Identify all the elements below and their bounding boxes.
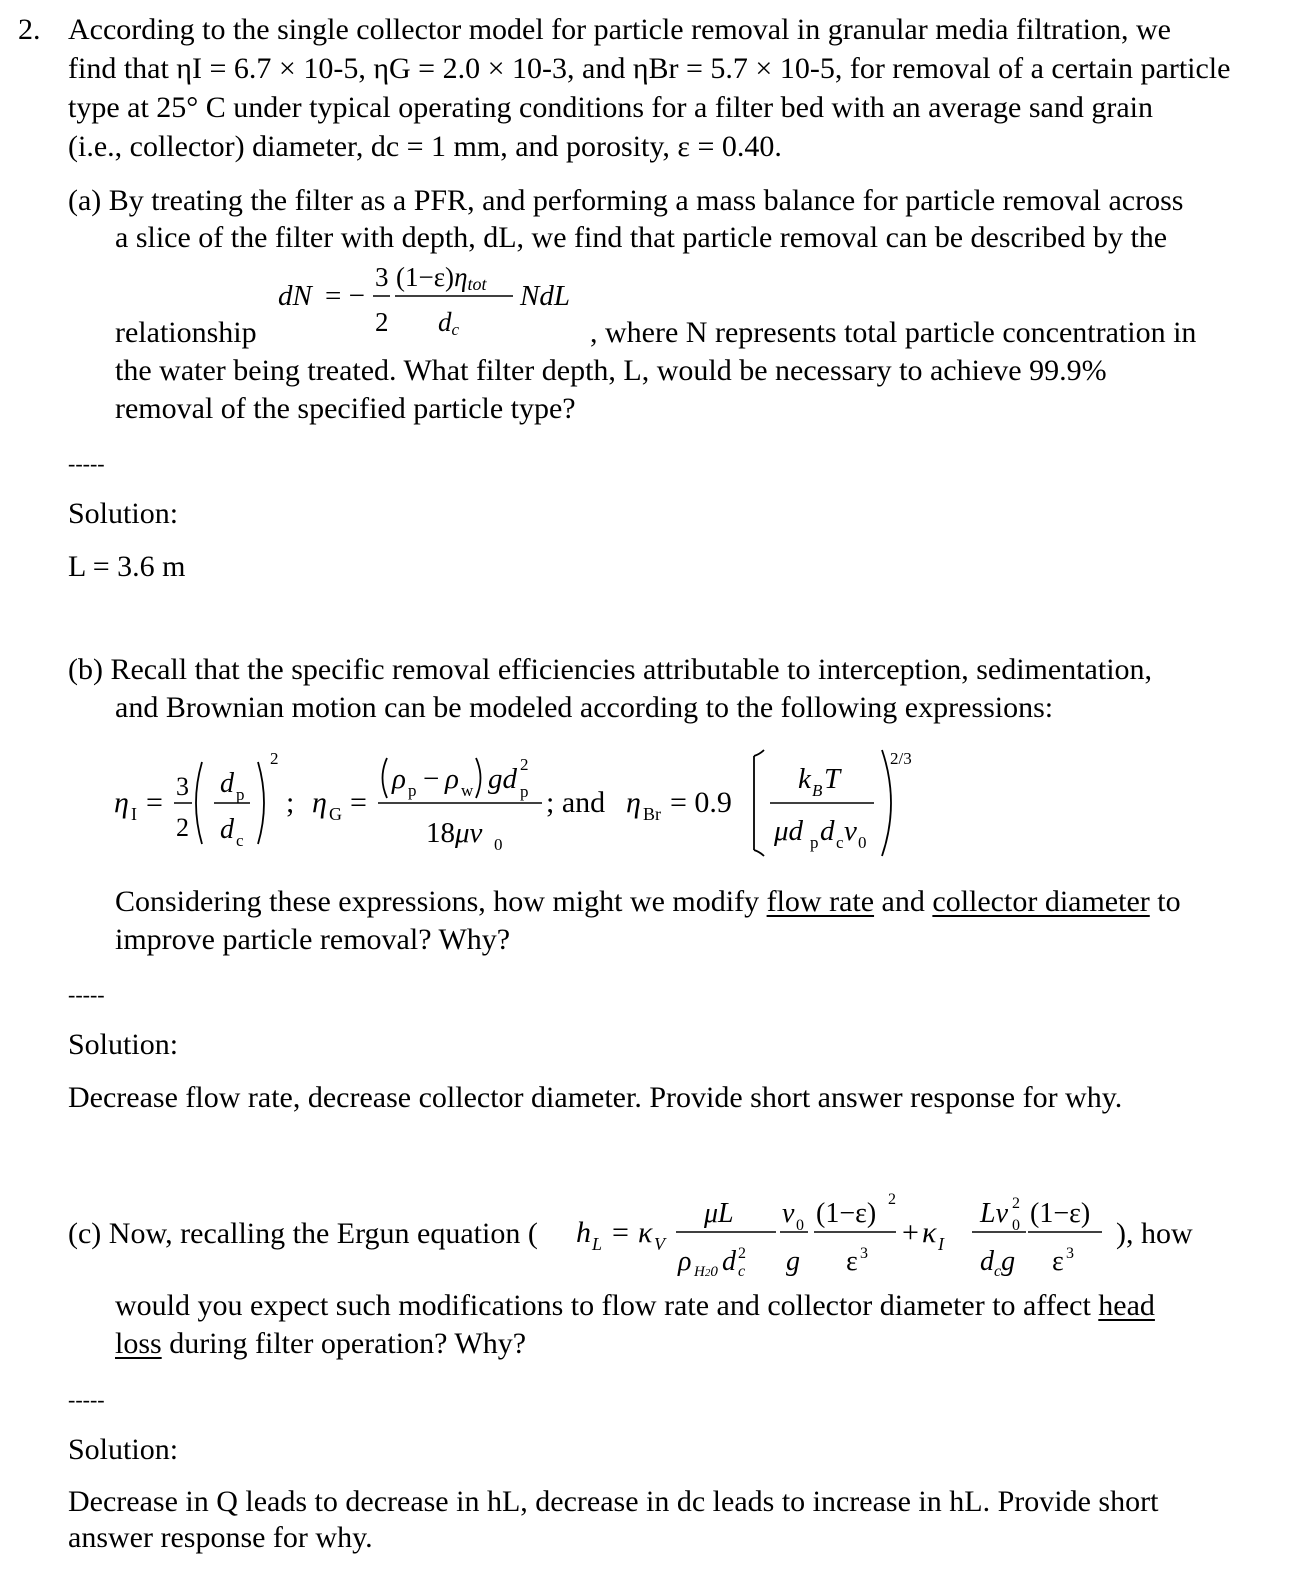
svg-text:I: I	[131, 804, 137, 824]
svg-text:; and: ; and	[546, 786, 606, 819]
part-a-line-4: , where N represents total particle concentration in	[590, 316, 1197, 349]
part-a-solution-label: Solution:	[68, 497, 179, 530]
svg-text:=: =	[350, 786, 367, 819]
part-a-equation	[270, 254, 600, 344]
svg-text:μd: μd	[774, 815, 804, 847]
part-b-equations	[110, 740, 930, 870]
svg-text:d: d	[220, 768, 234, 799]
svg-text:κ: κ	[638, 1216, 653, 1249]
svg-text:κ: κ	[922, 1216, 937, 1249]
svg-text:μL: μL	[704, 1198, 734, 1229]
part-c-solution-line-2: answer response for why.	[68, 1521, 373, 1554]
underline-flow-rate: flow rate	[766, 885, 875, 918]
part-a-solution: L = 3.6 m	[68, 550, 186, 583]
svg-text:Br: Br	[643, 804, 661, 824]
svg-text:2: 2	[520, 755, 529, 774]
part-a-line-6: removal of the specified particle type?	[115, 392, 576, 425]
svg-text:d: d	[220, 814, 234, 845]
svg-text:w: w	[461, 781, 474, 800]
svg-text:0: 0	[494, 835, 503, 854]
part-a-separator: -----	[68, 451, 105, 476]
svg-text:T: T	[824, 763, 841, 795]
svg-text:I: I	[938, 1234, 944, 1254]
part-a-line-3: relationship	[115, 316, 257, 349]
svg-text:ε: ε	[846, 1246, 858, 1277]
underline-collector-diameter: collector diameter	[932, 885, 1150, 918]
underline-head: head	[1098, 1289, 1155, 1322]
part-b-solution: Decrease flow rate, decrease collector diameter. Provide short answer response for why.	[68, 1081, 1123, 1114]
svg-text:h: h	[576, 1216, 591, 1249]
eq-a-2: 2	[375, 307, 389, 337]
svg-text:;: ;	[286, 786, 295, 819]
intro-line-1: According to the single collector model for particle removal in granular media filtration, we	[68, 13, 1171, 46]
svg-text:0: 0	[1012, 1217, 1020, 1234]
part-a-line-1: (a) By treating the filter as a PFR, and performing a mass balance for particle removal across	[68, 184, 1184, 217]
eq-a-dN: dN	[278, 280, 312, 312]
svg-text:p: p	[236, 785, 245, 804]
svg-text:ρ: ρ	[392, 763, 406, 795]
svg-text:V: V	[654, 1234, 665, 1254]
svg-text:2: 2	[888, 1191, 896, 1208]
part-c-line-4: loss during filter operation? Why?	[115, 1327, 527, 1360]
svg-text:p: p	[810, 833, 819, 852]
svg-text:0: 0	[796, 1217, 804, 1234]
eq-a-num: (1−ε)ηtot	[396, 262, 487, 294]
svg-text:2: 2	[176, 813, 189, 842]
part-c-separator: -----	[68, 1387, 105, 1412]
svg-text:−: −	[423, 763, 440, 795]
part-b-line-1: (b) Recall that the specific removal efficiencies attributable to interception, sedimentation,	[68, 653, 1153, 686]
svg-text:3: 3	[1066, 1245, 1074, 1262]
part-c-ergun-equation	[574, 1178, 1144, 1278]
svg-text:=: =	[612, 1216, 629, 1249]
svg-text:v: v	[782, 1198, 795, 1229]
svg-text:2: 2	[270, 749, 279, 768]
part-c-line-3: would you expect such modifications to flow rate and collector diameter to affect head	[115, 1289, 1155, 1322]
eq-a-dc: dc	[438, 307, 460, 339]
svg-text:k: k	[798, 763, 811, 795]
svg-text:p: p	[520, 782, 529, 801]
svg-text:c: c	[738, 1263, 746, 1278]
part-c-line-1: (c) Now, recalling the Ergun equation (	[68, 1217, 538, 1250]
svg-text:d: d	[820, 815, 835, 847]
eq-a-NdL: NdL	[520, 280, 570, 312]
underline-loss: loss	[115, 1327, 162, 1360]
svg-text:g: g	[786, 1246, 800, 1277]
svg-text:d: d	[722, 1246, 736, 1277]
svg-text:gd: gd	[488, 763, 517, 795]
svg-text:0: 0	[858, 833, 867, 852]
part-b-line-4: improve particle removal? Why?	[115, 923, 511, 956]
intro-line-4: (i.e., collector) diameter, dc = 1 mm, and porosity, ε = 0.40.	[68, 130, 782, 163]
svg-text:v: v	[844, 815, 857, 847]
intro-line-3: type at 25° C under typical operating conditions for a filter bed with an average sand grain	[68, 91, 1153, 124]
svg-text:= 0.9: = 0.9	[670, 786, 732, 819]
part-b-line-2: and Brownian motion can be modeled according to the following expressions:	[115, 691, 1054, 724]
svg-text:=: =	[146, 786, 163, 819]
svg-text:ρ: ρ	[678, 1246, 692, 1277]
part-b-separator: -----	[68, 982, 105, 1007]
part-a-line-5: the water being treated. What filter depth, L, would be necessary to achieve 99.9%	[115, 354, 1107, 387]
svg-text:η: η	[312, 786, 327, 819]
intro-line-2: find that ηI = 6.7 × 10-5, ηG = 2.0 × 10-3, and ηBr = 5.7 × 10-5, for removal of a certain particle	[68, 52, 1231, 85]
part-b-line-3: Considering these expressions, how might we modify flow rate and collector diameter to	[115, 885, 1181, 918]
svg-text:L: L	[592, 1234, 603, 1254]
svg-text:dcg: $d_cg$	[980, 1246, 1016, 1278]
question-number: 2.	[18, 13, 41, 46]
svg-text:p: p	[408, 781, 417, 800]
svg-text:3: 3	[176, 772, 189, 801]
svg-text:(1−ε): (1−ε)	[816, 1198, 877, 1229]
svg-text:18μv: 18μv	[426, 817, 483, 849]
part-c-solution-line-1: Decrease in Q leads to decrease in hL, decrease in dc leads to increase in hL. Provide short	[68, 1485, 1159, 1518]
svg-text:(1−ε): (1−ε)	[1030, 1198, 1091, 1229]
part-c-solution-label: Solution:	[68, 1433, 179, 1466]
svg-text:2: 2	[1012, 1195, 1020, 1212]
svg-text:H20: H20	[694, 1264, 718, 1278]
svg-text:G: G	[329, 804, 342, 824]
svg-text:2/3: 2/3	[890, 749, 912, 768]
part-a-line-2: a slice of the filter with depth, dL, we find that particle removal can be described by the	[115, 221, 1168, 254]
part-b-solution-label: Solution:	[68, 1028, 179, 1061]
eq-a-eq: = −	[325, 280, 365, 312]
svg-text:3: 3	[860, 1245, 868, 1262]
svg-text:B: B	[812, 781, 823, 800]
svg-text:ρ: ρ	[445, 763, 459, 795]
svg-text:ε: ε	[1052, 1246, 1064, 1277]
eq-a-3: 3	[375, 262, 389, 292]
svg-text:η: η	[114, 786, 129, 819]
svg-text:η: η	[626, 786, 641, 819]
svg-text:Lv: Lv	[980, 1198, 1008, 1229]
svg-text:c: c	[836, 833, 844, 852]
svg-text:2: 2	[738, 1245, 746, 1262]
part-c-line-2: ), how	[1116, 1217, 1193, 1250]
svg-text:+: +	[902, 1216, 919, 1249]
svg-text:c: c	[236, 831, 244, 850]
